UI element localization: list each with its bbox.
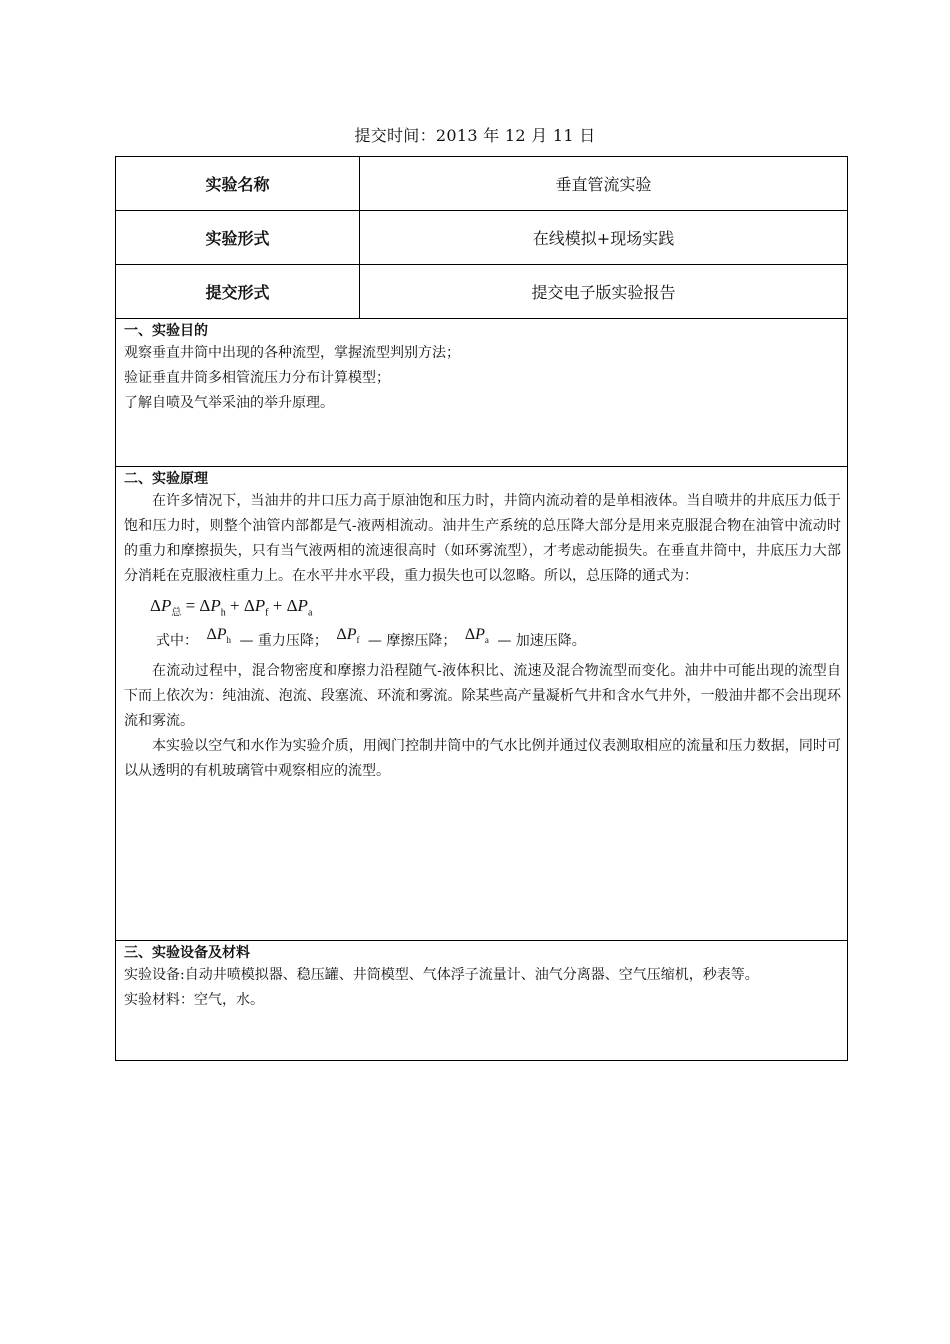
formula-legend bbox=[124, 623, 841, 659]
info-row-form bbox=[116, 211, 848, 265]
friction-symbol: $\Delta P_f$ bbox=[336, 626, 360, 646]
accel-symbol: $\Delta P_a$ bbox=[464, 626, 489, 646]
section-principle-row bbox=[116, 467, 848, 941]
section-purpose-heading: 一、实验目的 bbox=[124, 323, 208, 339]
legend-friction: — 摩擦压降； bbox=[367, 633, 457, 649]
purpose-line-3: 了解自喷及气举采油的举升原理。 bbox=[124, 395, 334, 411]
experiment-form-value: 在线模拟+现场实践 bbox=[360, 211, 848, 265]
submission-form-value: 提交电子版实验报告 bbox=[360, 265, 848, 319]
equipment-line: 实验设备:自动井喷模拟器、稳压罐、井筒模型、气体浮子流量计、油气分离器、空气压缩机，秒表等。 bbox=[124, 967, 759, 983]
section-equipment bbox=[116, 941, 848, 1061]
section-equipment-row bbox=[116, 941, 848, 1061]
purpose-line-1: 观察垂直井筒中出现的各种流型，掌握流型判别方法； bbox=[124, 345, 460, 361]
purpose-line-2: 验证垂直井筒多相管流压力分布计算模型； bbox=[124, 370, 390, 386]
section-purpose bbox=[116, 319, 848, 467]
principle-paragraph-3: 本实验以空气和水作为实验介质，用阀门控制井筒中的气水比例并通过仪表测取相应的流量和压力数据，同时可以从透明的有机玻璃管中观察相应的流型。 bbox=[124, 738, 841, 779]
info-row-name bbox=[116, 157, 848, 211]
pressure-drop-formula: $\Delta P_总 = \Delta P_h + \Delta P_f + \Delta P_a$ bbox=[150, 596, 313, 619]
principle-paragraph-1: 在许多情况下，当油井的井口压力高于原油饱和压力时，井筒内流动着的是单相液体。当自喷井的井底压力低于饱和压力时，则整个油管内部都是气-液两相流动。油井生产系统的总压降大部分是用来克服混合物在油管中流动时的重力和摩擦损失，只有当气液两相的流速很高时（如环雾流型），才考虑动能损失。在垂直井筒中，井底压力大部分消耗在克服液柱重力上。在水平井水平段，重力损失也可以忽略。所以，总压降的通式为： bbox=[124, 493, 841, 584]
info-row-submission bbox=[116, 265, 848, 319]
submission-form-label: 提交形式 bbox=[116, 265, 360, 319]
legend-prefix: 式中： bbox=[156, 633, 198, 649]
legend-accel: — 加速压降。 bbox=[497, 633, 586, 649]
section-purpose-row bbox=[116, 319, 848, 467]
report-table bbox=[115, 156, 848, 1061]
principle-paragraph-2: 在流动过程中，混合物密度和摩擦力沿程随气-液体积比、流速及混合物流型而变化。油井中可能出现的流型自下而上依次为：纯油流、泡流、段塞流、环流和雾流。除某些高产量凝析气井和含水气井外，一般油井都不会出现环流和雾流。 bbox=[124, 663, 841, 729]
experiment-form-label: 实验形式 bbox=[116, 211, 360, 265]
gravity-symbol: $\Delta P_h$ bbox=[206, 626, 232, 646]
section-principle-heading: 二、实验原理 bbox=[124, 471, 208, 487]
experiment-name-value: 垂直管流实验 bbox=[360, 157, 848, 211]
legend-gravity: — 重力压降； bbox=[239, 633, 328, 649]
submit-time: 提交时间：2013 年 12 月 11 日 bbox=[354, 126, 596, 145]
experiment-name-label: 实验名称 bbox=[116, 157, 360, 211]
materials-line: 实验材料：空气，水。 bbox=[124, 992, 264, 1008]
section-equipment-heading: 三、实验设备及材料 bbox=[124, 945, 250, 961]
section-principle bbox=[116, 467, 848, 941]
